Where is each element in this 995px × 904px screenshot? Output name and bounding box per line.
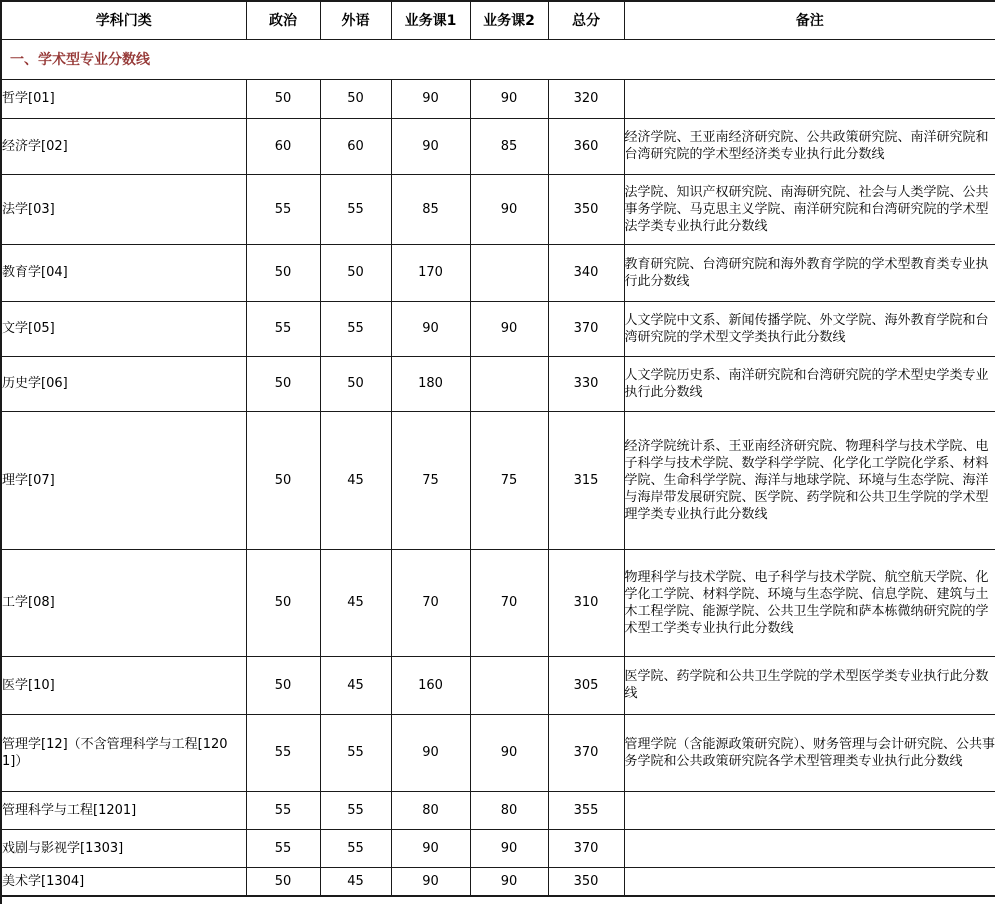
politics-score-cell: 50 [246,656,320,714]
table-row [1,829,995,867]
table-row [1,301,995,356]
total-score-cell: 370 [548,829,624,867]
remark-cell [624,79,995,118]
table-row [1,549,995,656]
course2-score-cell: 90 [470,79,548,118]
foreign-language-score-cell: 55 [320,791,391,829]
table-row [1,79,995,118]
course1-score-cell: 90 [391,118,470,174]
foreign-language-score-cell: 55 [320,714,391,791]
course2-score-cell [470,244,548,301]
table-row [1,656,995,714]
course1-score-cell: 80 [391,791,470,829]
header-remark: 备注 [624,1,995,39]
header-foreign-language: 外语 [320,1,391,39]
course1-score-cell: 90 [391,714,470,791]
course1-score-cell: 85 [391,174,470,244]
total-score-cell: 310 [548,549,624,656]
foreign-language-score-cell: 55 [320,829,391,867]
total-score-cell: 370 [548,714,624,791]
foreign-language-score-cell: 50 [320,356,391,411]
section-title-row [1,39,995,79]
course2-score-cell: 75 [470,411,548,549]
foreign-language-score-cell: 55 [320,174,391,244]
next-section-partial-row [1,896,995,904]
total-score-cell: 355 [548,791,624,829]
foreign-language-score-cell: 45 [320,411,391,549]
remark-cell: 医学院、药学院和公共卫生学院的学术型医学类专业执行此分数线 [624,656,995,714]
politics-score-cell: 55 [246,174,320,244]
table-row [1,118,995,174]
table-row [1,714,995,791]
header-politics: 政治 [246,1,320,39]
politics-score-cell: 50 [246,549,320,656]
foreign-language-score-cell: 50 [320,244,391,301]
category-cell: 管理学[12]（不含管理科学与工程[1201]） [1,714,246,791]
total-score-cell: 320 [548,79,624,118]
next-section-partial-cell [1,896,995,904]
foreign-language-score-cell: 45 [320,656,391,714]
politics-score-cell: 50 [246,79,320,118]
total-score-cell: 340 [548,244,624,301]
remark-cell: 管理学院（含能源政策研究院）、财务管理与会计研究院、公共事务学院和公共政策研究院各学术型管理类专业执行此分数线 [624,714,995,791]
remark-cell [624,829,995,867]
total-score-cell: 350 [548,867,624,896]
foreign-language-score-cell: 50 [320,79,391,118]
category-cell: 理学[07] [1,411,246,549]
header-course2: 业务课2 [470,1,548,39]
course1-score-cell: 90 [391,301,470,356]
table-row [1,356,995,411]
table-row [1,791,995,829]
course2-score-cell: 90 [470,829,548,867]
total-score-cell: 370 [548,301,624,356]
category-cell: 经济学[02] [1,118,246,174]
course2-score-cell: 85 [470,118,548,174]
politics-score-cell: 55 [246,791,320,829]
course1-score-cell: 180 [391,356,470,411]
category-cell: 医学[10] [1,656,246,714]
politics-score-cell: 50 [246,411,320,549]
category-cell: 历史学[06] [1,356,246,411]
remark-cell: 教育研究院、台湾研究院和海外教育学院的学术型教育类专业执行此分数线 [624,244,995,301]
course1-score-cell: 90 [391,79,470,118]
category-cell: 工学[08] [1,549,246,656]
course2-score-cell: 70 [470,549,548,656]
course2-score-cell: 80 [470,791,548,829]
table-row [1,411,995,549]
politics-score-cell: 55 [246,714,320,791]
course2-score-cell: 90 [470,174,548,244]
politics-score-cell: 55 [246,829,320,867]
table-row [1,244,995,301]
remark-cell: 物理科学与技术学院、电子科学与技术学院、航空航天学院、化学化工学院、材料学院、环境与生态学院、信息学院、建筑与土木工程学院、能源学院、公共卫生学院和萨本栋微纳研究院的学术型工学类专业执行此分数线 [624,549,995,656]
foreign-language-score-cell: 55 [320,301,391,356]
category-cell: 管理科学与工程[1201] [1,791,246,829]
course2-score-cell [470,656,548,714]
category-cell: 哲学[01] [1,79,246,118]
politics-score-cell: 50 [246,356,320,411]
remark-cell: 人文学院历史系、南洋研究院和台湾研究院的学术型史学类专业执行此分数线 [624,356,995,411]
course1-score-cell: 90 [391,867,470,896]
course2-score-cell: 90 [470,301,548,356]
total-score-cell: 350 [548,174,624,244]
category-cell: 美术学[1304] [1,867,246,896]
category-cell: 教育学[04] [1,244,246,301]
table-row [1,174,995,244]
course2-score-cell: 90 [470,867,548,896]
total-score-cell: 360 [548,118,624,174]
section-title: 一、学术型专业分数线 [1,39,995,79]
header-course1: 业务课1 [391,1,470,39]
remark-cell: 人文学院中文系、新闻传播学院、外文学院、海外教育学院和台湾研究院的学术型文学类执行此分数线 [624,301,995,356]
remark-cell: 法学院、知识产权研究院、南海研究院、社会与人类学院、公共事务学院、马克思主义学院、南洋研究院和台湾研究院的学术型法学类专业执行此分数线 [624,174,995,244]
foreign-language-score-cell: 60 [320,118,391,174]
course2-score-cell [470,356,548,411]
category-cell: 文学[05] [1,301,246,356]
remark-cell [624,867,995,896]
header-total: 总分 [548,1,624,39]
course1-score-cell: 170 [391,244,470,301]
header-category: 学科门类 [1,1,246,39]
category-cell: 法学[03] [1,174,246,244]
course1-score-cell: 160 [391,656,470,714]
table-header-row [1,1,995,39]
total-score-cell: 330 [548,356,624,411]
total-score-cell: 305 [548,656,624,714]
category-cell: 戏剧与影视学[1303] [1,829,246,867]
politics-score-cell: 50 [246,867,320,896]
foreign-language-score-cell: 45 [320,549,391,656]
course1-score-cell: 75 [391,411,470,549]
course1-score-cell: 70 [391,549,470,656]
politics-score-cell: 60 [246,118,320,174]
politics-score-cell: 55 [246,301,320,356]
remark-cell [624,791,995,829]
politics-score-cell: 50 [246,244,320,301]
table-row [1,867,995,896]
foreign-language-score-cell: 45 [320,867,391,896]
remark-cell: 经济学院、王亚南经济研究院、公共政策研究院、南洋研究院和台湾研究院的学术型经济类专业执行此分数线 [624,118,995,174]
remark-cell: 经济学院统计系、王亚南经济研究院、物理科学与技术学院、电子科学与技术学院、数学科学学院、化学化工学院化学系、材料学院、生命科学学院、海洋与地球学院、环境与生态学院、海洋与海岸带发展研究院、医学院、药学院和公共卫生学院的学术型理学类专业执行此分数线 [624,411,995,549]
total-score-cell: 315 [548,411,624,549]
course1-score-cell: 90 [391,829,470,867]
course2-score-cell: 90 [470,714,548,791]
